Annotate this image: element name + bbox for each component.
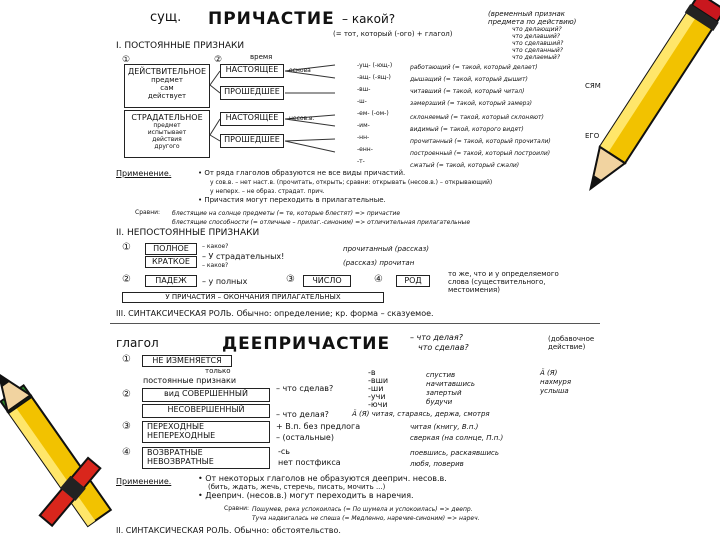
box-past: ПРОШЕДШЕЕ	[220, 134, 284, 148]
examples-active	[410, 62, 538, 110]
example-item: любя, поверив	[410, 460, 464, 468]
intransitive-note: – (остальные)	[276, 433, 334, 442]
box-declension: У ПРИЧАСТИЯ – ОКОНЧАНИЯ ПРИЛАГАТЕЛЬНЫХ	[122, 292, 384, 303]
page-title: ДЕЕПРИЧАСТИЕ	[222, 334, 391, 354]
label-time: время	[250, 53, 273, 61]
stem-label: основа	[289, 67, 311, 74]
suffix-item: -ш-	[357, 98, 367, 105]
number-circle: ①	[122, 354, 131, 365]
examples-passive	[410, 112, 551, 172]
compare-line: блестящие способности (= отличные – прилаг.-синоним) => отличительная прилагательные	[172, 219, 471, 226]
box-active	[124, 64, 210, 108]
box-passive	[124, 110, 210, 158]
usage-line: • От ряда глаголов образуются не все виды причастий.	[198, 169, 406, 177]
number-circle: ①	[122, 242, 131, 253]
question-list	[512, 26, 563, 61]
example-full: прочитанный (рассказ)	[343, 245, 429, 253]
title-question: – какой?	[342, 12, 396, 26]
transitive-note: + В.п. без предлога	[276, 422, 361, 431]
question-item: что сделавший?	[512, 40, 564, 47]
page-divider	[110, 323, 600, 324]
suffix-item: -енн-	[357, 146, 373, 153]
number-circle: ②	[122, 389, 131, 400]
box-past: ПРОШЕДШЕЕ	[220, 86, 284, 100]
suffix-item: -ем- (-ом-)	[357, 110, 389, 117]
question-text: – что делая?	[276, 410, 329, 419]
box-present: НАСТОЯЩЕЕ	[220, 112, 284, 126]
example-imperfective: Ä (Я) читая, стараясь, держа, смотря	[352, 410, 490, 418]
example-item: видимый (= такой, которого видят)	[410, 126, 524, 133]
example-item: начитавшись	[426, 380, 475, 388]
pen-icon	[30, 450, 110, 540]
reflexive-note: -сь	[278, 447, 290, 456]
example-item: построенный (= такой, который построили)	[410, 150, 551, 157]
suffix-item: -вши	[368, 376, 389, 385]
number-circle: ②	[122, 274, 131, 285]
example-item: работающий (= такой, который делает)	[410, 64, 538, 71]
note-line: местоимения)	[448, 286, 501, 294]
box-line: ПЕРЕХОДНЫЕ	[147, 422, 205, 431]
compare-label: Сравни:	[224, 505, 250, 512]
box-transitivity	[142, 421, 270, 443]
box-imperfective: НЕСОВЕРШЕННЫЙ	[142, 404, 270, 418]
number-circle: ④	[122, 447, 131, 458]
box-full: ПОЛНОЕ	[145, 243, 197, 255]
box-title: ДЕЙСТВИТЕЛЬНОЕ	[127, 67, 207, 76]
stem-label: несов.в.	[289, 115, 315, 122]
example-item: услыша	[540, 387, 569, 395]
box-perfective: вид СОВЕРШЕННЫЙ	[142, 388, 270, 402]
note-line: слова (существительного,	[448, 278, 546, 286]
note-line: то же, что и у определяемого	[448, 270, 559, 278]
suffix-item: -ючи	[368, 400, 388, 409]
compare-text	[252, 505, 480, 523]
box-reflexivity	[142, 447, 270, 469]
suffix-item: -учи	[368, 392, 386, 401]
suffix-item: -вш-	[357, 86, 371, 93]
title-formula: (= тот, который (-ого) + глагол)	[333, 30, 453, 38]
example-item: прочитанный (= такой, который прочитали)	[410, 138, 551, 145]
usage-line: • От некоторых глаголов не образуются дееприч. несов.в.	[198, 474, 447, 483]
noun-label: сущ.	[150, 10, 182, 25]
box-line: действия	[152, 136, 182, 143]
usage-label: Применение.	[116, 477, 172, 486]
box-line: испытывает	[147, 129, 187, 136]
section-heading: I. ПОСТОЯННЫЕ ПРИЗНАКИ	[116, 41, 245, 51]
box-present: НАСТОЯЩЕЕ	[220, 64, 284, 78]
box-short: КРАТКОЕ	[145, 256, 197, 268]
right-label: СЯМ	[585, 82, 601, 90]
usage-text	[198, 169, 492, 205]
example-item: склоняемый (= такой, который склоняют)	[410, 114, 544, 121]
case-note: – у полных	[202, 277, 248, 286]
section-heading: II. НЕПОСТОЯННЫЕ ПРИЗНАКИ	[116, 228, 260, 238]
usage-label: Применение.	[116, 169, 172, 178]
note-line: действие)	[548, 343, 586, 351]
question-text: – что сделав?	[276, 384, 334, 393]
box-line: действует	[147, 92, 187, 100]
note-line: (временный признак	[488, 10, 566, 18]
question-item: что делаемый?	[512, 54, 561, 61]
example-item: Ä (Я)	[540, 369, 558, 377]
suffix-item: -ащ- (-ящ-)	[357, 74, 391, 81]
number-circle: ④	[374, 274, 383, 285]
usage-line: у неперх. – не образ. страдат. прич.	[210, 188, 325, 195]
verb-label: глагол	[116, 336, 159, 350]
usage-line: (бить, ждать, жечь, стеречь, писать, мочить ...)	[208, 483, 386, 491]
question-text: – какое?	[202, 243, 229, 250]
title-question: – что делая?	[410, 333, 463, 342]
box-unchanged: НЕ ИЗМЕНЯЕТСЯ	[142, 355, 232, 367]
nonreflexive-note: нет постфикса	[278, 458, 341, 467]
example-short: (рассказ) прочитан	[343, 259, 415, 267]
box-line: НЕВОЗВРАТНЫЕ	[147, 457, 214, 466]
box-case: ПАДЕЖ	[145, 275, 197, 287]
usage-line: • Дееприч. (несов.в.) могут переходить в наречия.	[198, 491, 414, 500]
number-circle: ③	[122, 421, 131, 432]
note-line: (добавочное	[548, 335, 595, 343]
compare-line: Пошумев, река успокоилась (= По шумела и успокоилась) => деепр.	[252, 506, 473, 513]
compare-line: Туча надвигалась не спеша (= Медленно, наречие-синоним) => нареч.	[252, 515, 480, 522]
example-item: сжатый (= такой, который сжали)	[410, 162, 520, 169]
example-item: читавший (= такой, который читал)	[410, 88, 525, 95]
compare-text	[172, 209, 470, 227]
example-item: спустив	[426, 371, 456, 379]
box-title: СТРАДАТЕЛЬНОЕ	[131, 113, 203, 122]
suffix-item: -в	[368, 368, 376, 377]
top-right-note	[488, 10, 576, 26]
question-text: – У страдательных!	[202, 252, 285, 261]
suffix-item: -нн-	[357, 134, 370, 141]
example-item: читая (книгу, В.п.)	[410, 423, 479, 431]
box-gender: РОД	[396, 275, 430, 287]
suffix-item: -им-	[357, 122, 370, 129]
usage-line: • Причастия могут переходить в прилагательные.	[198, 196, 386, 204]
number-circle: ①	[122, 55, 131, 65]
compare-label: Сравни:	[135, 209, 161, 216]
box-line: другого	[154, 143, 180, 150]
right-label: ЕГО	[585, 132, 600, 140]
example-item: нахмуря	[540, 378, 572, 386]
example-item: замерзший (= такой, который замерз)	[410, 100, 532, 107]
example-item: дышащий (= такой, который дышит)	[410, 76, 528, 83]
compare-line: блестящие на солнце предметы (= те, которые блестят) => причастие	[172, 210, 401, 217]
page-title: ПРИЧАСТИЕ	[208, 9, 335, 29]
section-heading: III. СИНТАКСИЧЕСКАЯ РОЛЬ. Обычно: определение; кр. форма – сказуемое.	[116, 309, 434, 318]
example-item: будучи	[426, 398, 453, 406]
pencil-icon	[575, 0, 720, 200]
box-line: предмет	[151, 76, 183, 84]
examples-perfective	[426, 371, 475, 407]
usage-text	[198, 474, 447, 500]
usage-line: у сов.в. – нет наст.в. (прочитать, открыть; сравни: открывать (несов.в.) – открывающий)	[210, 179, 493, 186]
right-note	[548, 335, 594, 351]
example-item: поевшись, раскаявшись	[410, 449, 500, 457]
examples-right	[540, 369, 571, 396]
only-note: постоянные признаки	[143, 376, 237, 385]
example-item: запертый	[426, 389, 462, 397]
question-item: что сделанный?	[512, 47, 563, 54]
question-item: что делающий?	[512, 26, 562, 33]
only-note: только	[205, 367, 231, 375]
question-item: что делавший?	[512, 33, 560, 40]
box-line: НЕПЕРЕХОДНЫЕ	[147, 431, 216, 440]
question-text: – каков?	[202, 262, 229, 269]
section-heading: II. СИНТАКСИЧЕСКАЯ РОЛЬ. Обычно: обстоятельство.	[116, 526, 341, 535]
suffix-item: -ущ- (-ющ-)	[357, 62, 393, 69]
suffix-list	[368, 369, 388, 409]
suffix-item: -т-	[357, 158, 365, 165]
same-note	[448, 270, 559, 294]
box-number: ЧИСЛО	[303, 275, 351, 287]
title-question: что сделав?	[418, 343, 469, 352]
connector-lines	[210, 60, 350, 160]
box-line: ВОЗВРАТНЫЕ	[147, 448, 203, 457]
box-line: сам	[160, 84, 174, 92]
suffix-item: -ши	[368, 384, 384, 393]
number-circle: ③	[286, 274, 295, 285]
suffix-list	[357, 60, 392, 168]
example-item: сверкая (на солнце, П.п.)	[410, 434, 504, 442]
number-circle: ②	[214, 55, 223, 65]
box-line: предмет	[153, 122, 181, 129]
note-line: предмета по действию)	[488, 18, 577, 26]
